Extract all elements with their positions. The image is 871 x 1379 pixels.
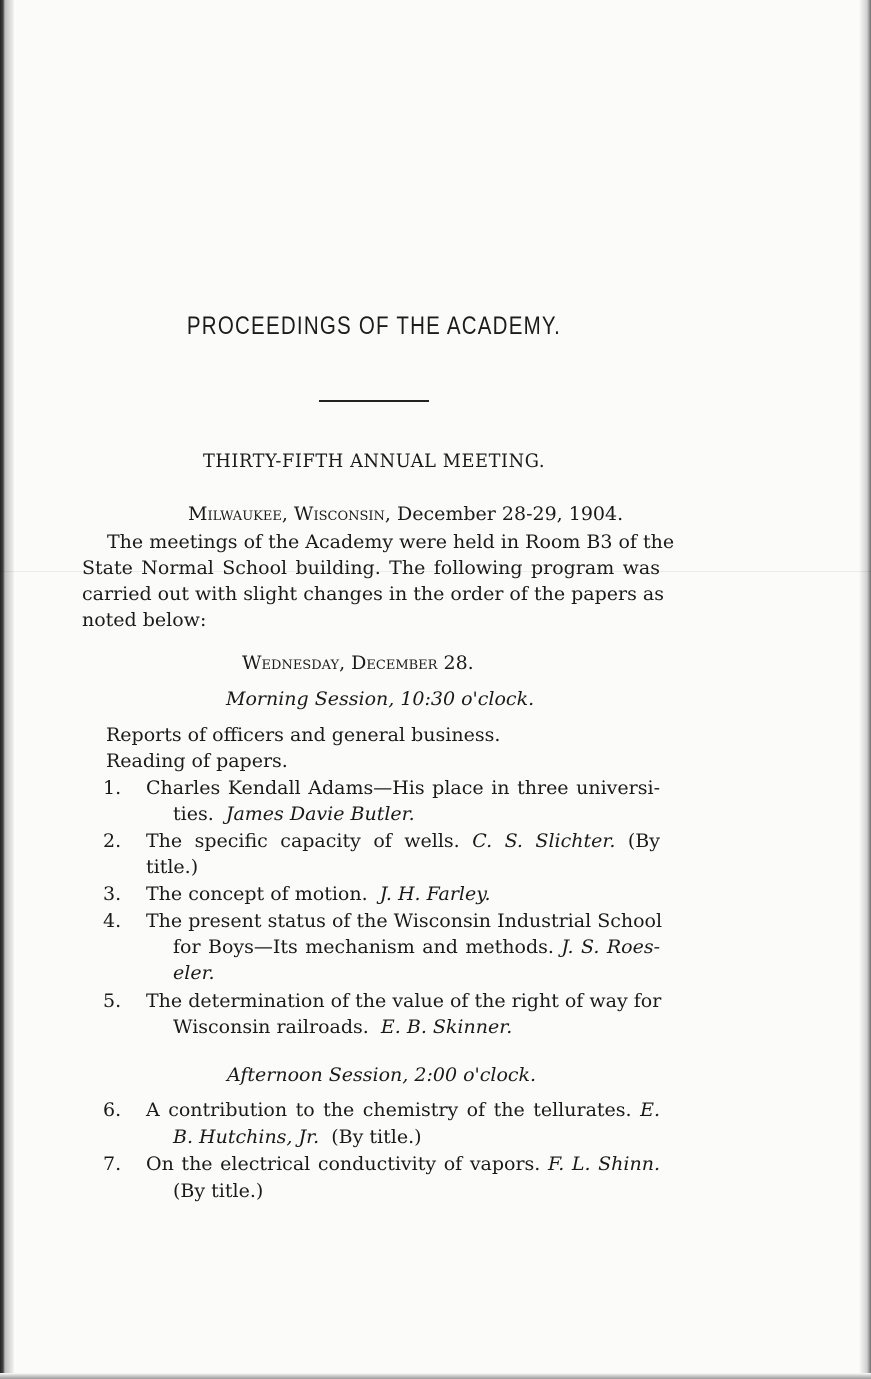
intro-line-3: carried out with slight changes in the order of the papers as bbox=[82, 583, 664, 605]
paper-1-title-end: ties. bbox=[173, 803, 214, 825]
day-heading: Wednesday, December 28. bbox=[242, 652, 474, 674]
location-place: Milwaukee, Wisconsin, bbox=[188, 503, 391, 525]
intro-line-4: noted below: bbox=[82, 609, 207, 631]
paper-5-continuation bbox=[173, 1014, 512, 1040]
morning-session-heading: Morning Session, 10:30 o'clock. bbox=[226, 688, 535, 710]
paper-1-number: 1. bbox=[103, 777, 122, 799]
paper-1-continuation bbox=[173, 801, 415, 827]
paper-2-title-line bbox=[146, 828, 660, 854]
paper-3-title: The concept of motion. bbox=[146, 883, 368, 905]
paper-4-continuation bbox=[173, 934, 660, 960]
paper-7-title: On the electrical conductivity of vapors. bbox=[146, 1153, 541, 1175]
paper-5-title-line: The determination of the value of the right of way for bbox=[146, 990, 662, 1012]
paper-4-author-end: eler. bbox=[173, 962, 215, 984]
paper-2-number: 2. bbox=[103, 830, 122, 852]
paper-3-number: 3. bbox=[103, 883, 122, 905]
location-date: December 28-29, 1904. bbox=[396, 503, 624, 525]
paper-5-author: E. B. Skinner. bbox=[380, 1016, 513, 1038]
page-bottom-edge-shadow bbox=[0, 1373, 871, 1379]
paper-4-title-end: for Boys—Its mechanism and methods. bbox=[173, 936, 554, 958]
paper-5-title-end: Wisconsin railroads. bbox=[173, 1016, 369, 1038]
paper-6-author: B. Hutchins, Jr. bbox=[173, 1126, 320, 1148]
paper-7-number: 7. bbox=[103, 1153, 122, 1175]
paper-6-title-line bbox=[146, 1097, 660, 1123]
paper-7-author: F. L. Shinn. bbox=[547, 1153, 660, 1175]
paper-4-author: J. S. Roes- bbox=[561, 936, 660, 958]
paper-2-title: The specific capacity of wells. bbox=[146, 830, 460, 852]
page-left-edge-shadow bbox=[0, 0, 14, 1379]
paper-4-number: 4. bbox=[103, 910, 122, 932]
intro-line-2: State Normal School building. The following program was bbox=[82, 557, 660, 579]
paper-7-note: (By title.) bbox=[173, 1180, 264, 1202]
paper-1-title-line: Charles Kendall Adams—His place in three universi- bbox=[146, 777, 660, 799]
paper-6-continuation bbox=[173, 1124, 422, 1150]
reading-papers-line: Reading of papers. bbox=[106, 750, 288, 772]
paper-2-author: C. S. Slichter. bbox=[472, 830, 616, 852]
location-line bbox=[188, 501, 623, 527]
paper-7-title-line bbox=[146, 1151, 660, 1177]
intro-line-1: The meetings of the Academy were held in Room B3 of the bbox=[107, 531, 675, 553]
paper-3-author: J. H. Farley. bbox=[379, 883, 491, 905]
meeting-heading: THIRTY-FIFTH ANNUAL MEETING. bbox=[202, 451, 546, 472]
paper-1-author: James Davie Butler. bbox=[225, 803, 415, 825]
paper-4-title-line: The present status of the Wisconsin Industrial School bbox=[146, 910, 663, 932]
afternoon-session-heading: Afternoon Session, 2:00 o'clock. bbox=[227, 1064, 537, 1086]
page-right-edge-shadow bbox=[859, 0, 871, 1379]
paper-6-number: 6. bbox=[103, 1099, 122, 1121]
paper-5-number: 5. bbox=[103, 990, 122, 1012]
title-divider-rule bbox=[319, 400, 429, 402]
paper-6-note: (By title.) bbox=[331, 1126, 422, 1148]
page-title: PROCEEDINGS OF THE ACADEMY. bbox=[186, 312, 562, 340]
general-business-line: Reports of officers and general business. bbox=[106, 724, 501, 746]
paper-6-title: A contribution to the chemistry of the tellurates. bbox=[146, 1099, 632, 1121]
paper-6-author-start: E. bbox=[640, 1099, 660, 1121]
paper-2-note-end: title.) bbox=[146, 856, 199, 878]
paper-3-title-line bbox=[146, 881, 490, 907]
paper-2-note-start: (By bbox=[627, 830, 660, 852]
